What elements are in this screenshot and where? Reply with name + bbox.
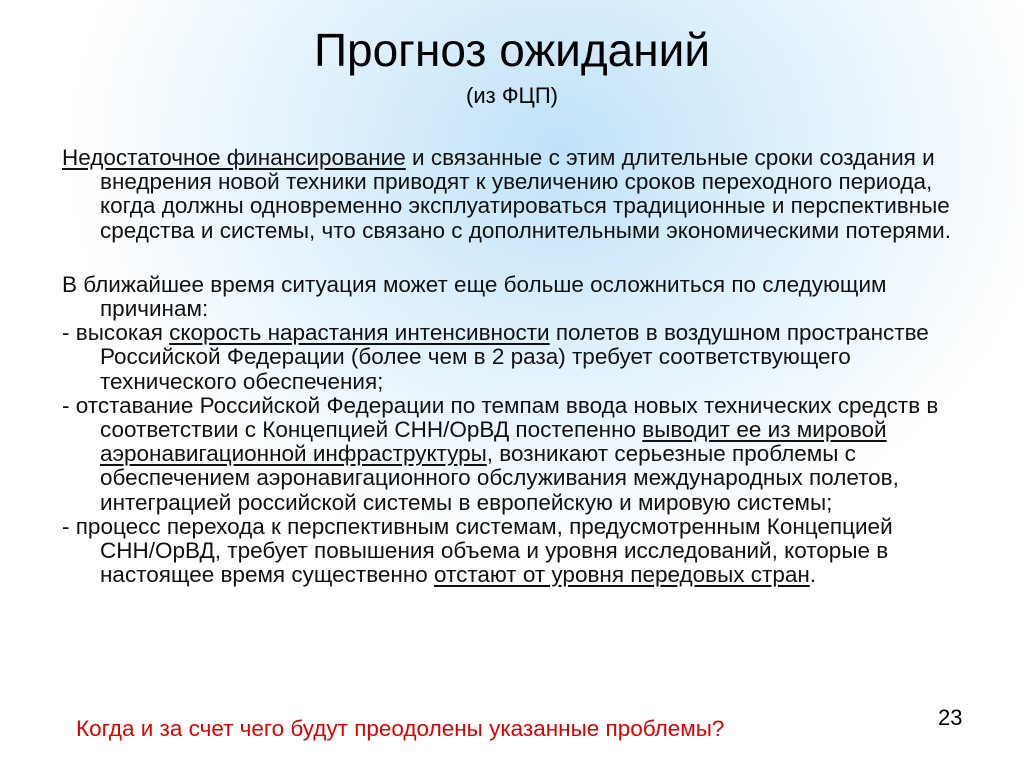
paragraph-intro [62,273,952,321]
underlined-phrase: скорость нарастания интенсивности [169,320,550,346]
underlined-phrase: выводит ее из мировой аэронавигационной инфраструктуры [100,417,887,467]
paragraph-gap [62,243,952,273]
paragraph-funding [62,146,952,243]
paragraph-text: , возникают серьезные проблемы с обеспечением аэронавигационного обслуживания международных полетов, интеграцией российской системы в европейскую и мировую системы; [100,441,899,515]
page-number: 23 [938,705,963,730]
paragraph-text: - отставание Российской Федерации по темпам ввода новых технических средств в соответствии с Концепцией СНН/ОрВД постепенно [62,392,939,443]
paragraph-text: и связанные с этим длительные сроки создания и внедрения новой техники приводят к увеличению сроков переходного периода, когда должны одновременно эксплуатироваться традиционные и перспективные средства и системы, что связано с дополнительными экономическими потерями. [100,145,952,243]
paragraph-text: полетов в воздушном пространстве Российской Федерации (более чем в 2 раза) требует соответствующего технического обеспечения; [100,320,929,394]
paragraph-intensity [62,321,952,394]
slide-title: Прогноз ожиданий [313,24,711,76]
paragraph-text: - высокая [62,320,170,346]
closing-question: Когда и за счет чего будут преодолены указанные проблемы? [76,716,725,741]
paragraph-lag [62,394,952,515]
underlined-phrase: Недостаточное финансирование [62,145,406,170]
paragraph-transition [62,515,952,588]
underlined-phrase: отстают от уровня передовых стран [434,562,810,588]
slide-subtitle: (из ФЦП) [466,83,558,108]
paragraph-text: - процесс перехода к перспективным системам, предусмотренным Концепцией СНН/ОрВД, требует повышения объема и уровня исследований, которые в настоящее время существенно [62,513,893,588]
slide-body [62,146,952,587]
paragraph-text: В ближайшее время ситуация может еще больше осложниться по следующим причинам: [62,271,887,322]
paragraph-text: . [809,562,817,588]
